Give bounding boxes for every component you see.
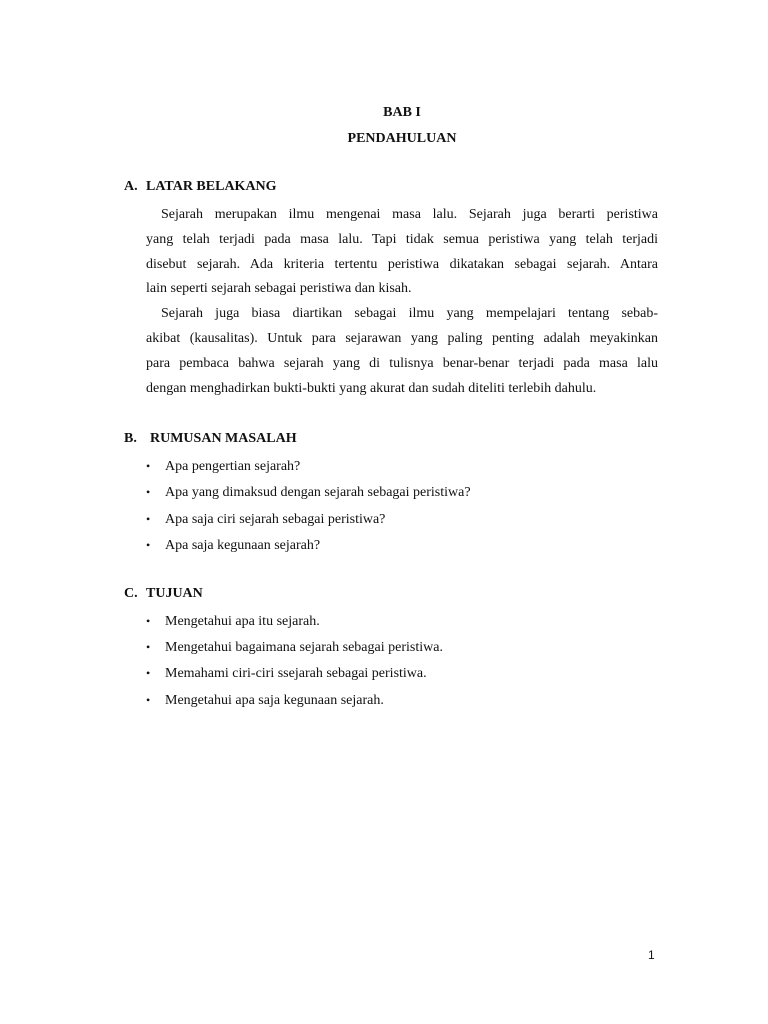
bullet-icon: • <box>146 640 151 654</box>
chapter-label: BAB I <box>383 105 421 120</box>
paragraph-line: dengan menghadirkan bukti-bukti yang akurat dan sudah diteliti terlebih dahulu. <box>146 381 597 396</box>
bullet-icon: • <box>146 614 151 628</box>
bullet-icon: • <box>146 538 151 552</box>
list-item-text: Mengetahui apa saja kegunaan sejarah. <box>165 693 384 708</box>
section-a-heading <box>124 178 277 196</box>
paragraph-line: lain seperti sejarah sebagai peristiwa dan kisah. <box>146 281 412 296</box>
section-b-letter: B. <box>124 431 137 446</box>
list-item <box>146 457 300 476</box>
bullet-icon: • <box>146 512 151 526</box>
list-item <box>146 612 320 631</box>
paragraph-line: para pembaca bahwa sejarah yang di tulisnya benar-benar terjadi pada masa lalu <box>146 356 658 371</box>
paragraph-line: Sejarah merupakan ilmu mengenai masa lalu. Sejarah juga berarti peristiwa <box>161 207 658 222</box>
paragraph-line: Sejarah juga biasa diartikan sebagai ilmu yang mempelajari tentang sebab- <box>161 306 658 321</box>
paragraph-line: disebut sejarah. Ada kriteria tertentu peristiwa dikatakan sebagai sejarah. Antara <box>146 257 658 272</box>
paragraph-line: yang telah terjadi pada masa lalu. Tapi tidak semua peristiwa yang telah terjadi <box>146 232 658 247</box>
section-a-letter: A. <box>124 179 138 194</box>
list-item-text: Mengetahui bagaimana sejarah sebagai peristiwa. <box>165 640 443 655</box>
bullet-icon: • <box>146 485 151 499</box>
bullet-icon: • <box>146 693 151 707</box>
section-a-title: LATAR BELAKANG <box>146 179 277 194</box>
list-item <box>146 691 384 710</box>
section-c-heading <box>124 585 203 603</box>
section-b-heading <box>124 430 297 448</box>
list-item <box>146 664 427 683</box>
section-c-letter: C. <box>124 586 138 601</box>
list-item <box>146 483 471 502</box>
list-item-text: Apa saja kegunaan sejarah? <box>165 538 321 553</box>
chapter-title: PENDAHULUAN <box>347 131 457 146</box>
list-item-text: Mengetahui apa itu sejarah. <box>165 614 320 629</box>
bullet-icon: • <box>146 666 151 680</box>
list-item <box>146 536 320 555</box>
list-item-text: Apa yang dimaksud dengan sejarah sebagai peristiwa? <box>165 485 471 500</box>
paragraph-line: akibat (kausalitas). Untuk para sejarawan yang paling penting adalah meyakinkan <box>146 331 658 346</box>
list-item-text: Apa saja ciri sejarah sebagai peristiwa? <box>165 512 386 527</box>
bullet-icon: • <box>146 459 151 473</box>
page-number: 1 <box>648 948 655 962</box>
list-item-text: Apa pengertian sejarah? <box>165 459 301 474</box>
list-item-text: Memahami ciri-ciri ssejarah sebagai peristiwa. <box>165 666 427 681</box>
section-c-title: TUJUAN <box>146 586 203 601</box>
section-b-title: RUMUSAN MASALAH <box>150 431 297 446</box>
list-item <box>146 638 443 657</box>
list-item <box>146 510 385 529</box>
